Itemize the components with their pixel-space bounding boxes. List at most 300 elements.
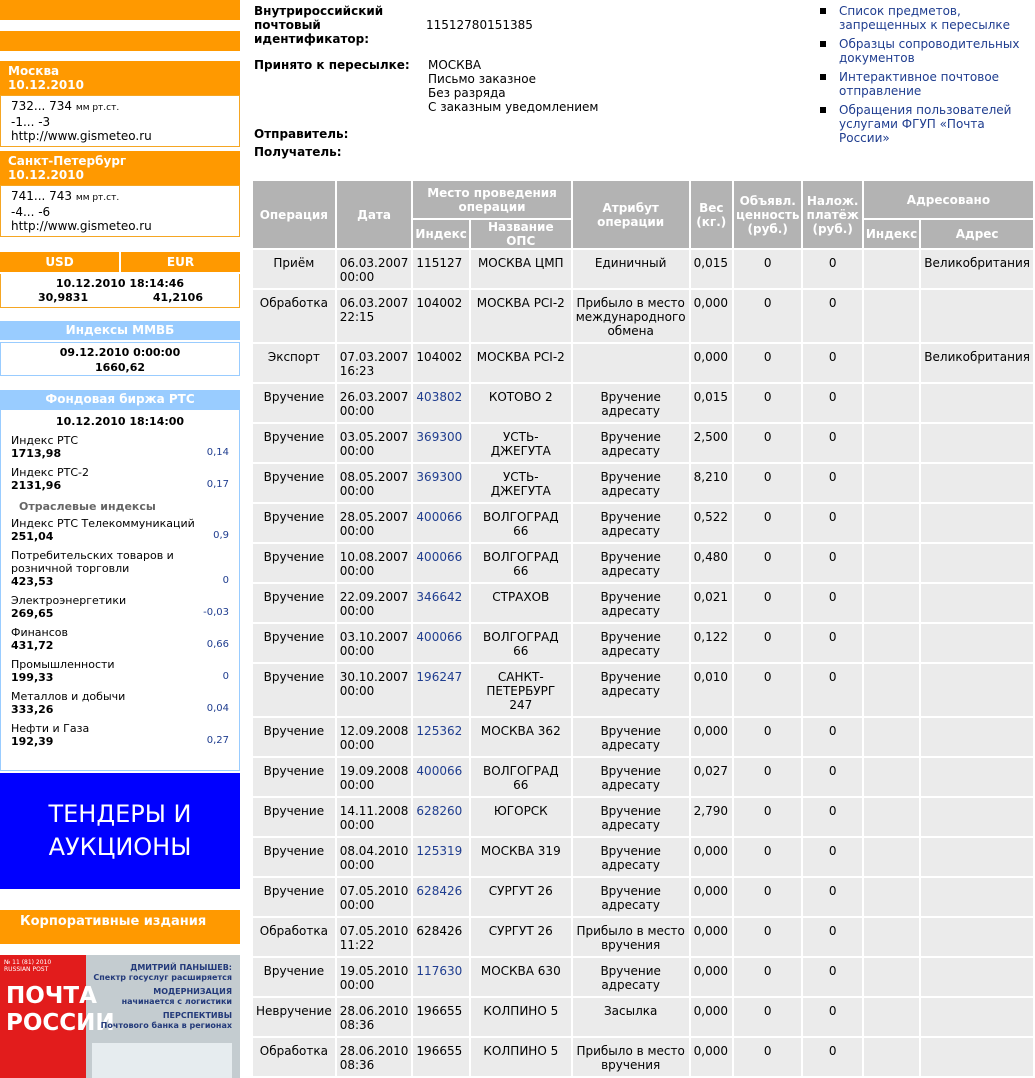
cell-declared-value: 0 <box>734 958 802 996</box>
cell-date-time: 00:00 <box>339 818 375 832</box>
rts-index-value: 199,33 <box>11 671 54 684</box>
cell-date-day: 14.11.2008 <box>339 804 409 818</box>
cell-index[interactable] <box>413 838 468 876</box>
accepted-line: С заказным уведомлением <box>428 100 599 114</box>
cell-weight: 0,000 <box>691 718 732 756</box>
cell-weight: 0,000 <box>691 838 732 876</box>
cell-declared-value: 0 <box>734 798 802 836</box>
cell-cod: 0 <box>803 798 861 836</box>
cell-index[interactable] <box>413 384 468 422</box>
cell-attribute: Вручение адресату <box>573 838 689 876</box>
cell-operation: Вручение <box>253 424 335 462</box>
magazine-brand-line1: ПОЧТА <box>6 983 97 1009</box>
cell-index[interactable] <box>413 758 468 796</box>
rts-index-value: 192,39 <box>11 735 54 748</box>
cell-address <box>921 718 1033 756</box>
cell-date <box>337 544 412 582</box>
accepted-label: Принято к пересылке: <box>254 58 410 72</box>
cell-weight: 0,000 <box>691 878 732 916</box>
link-text[interactable]: Образцы сопроводительных документов <box>839 37 1020 65</box>
rts-index-change: 0 <box>222 671 229 682</box>
cell-attribute: Вручение адресату <box>573 798 689 836</box>
cell-date <box>337 958 412 996</box>
magazine-headline: Почтового банка в регионах <box>100 1021 232 1030</box>
recipient-label: Получатель: <box>254 145 342 159</box>
cell-cod: 0 <box>803 464 861 502</box>
cell-ops-name: МОСКВА PCI-2 <box>471 290 571 342</box>
index-link[interactable]: 628260 <box>416 804 463 818</box>
table-row <box>253 290 1033 342</box>
rts-index-change: 0,14 <box>206 447 229 458</box>
cell-date <box>337 758 412 796</box>
cell-weight: 0,021 <box>691 584 732 622</box>
cell-attribute: Вручение адресату <box>573 504 689 542</box>
index-link[interactable]: 400066 <box>416 630 463 644</box>
cell-cod: 0 <box>803 918 861 956</box>
cell-addr-index <box>864 544 919 582</box>
table-row <box>253 878 1033 916</box>
cell-index[interactable] <box>413 424 468 462</box>
weather-link[interactable]: http://www.gismeteo.ru <box>11 129 152 143</box>
magazine-brand-small: RUSSIAN POST <box>4 966 49 973</box>
cell-weight: 0,000 <box>691 918 732 956</box>
cell-index[interactable] <box>413 958 468 996</box>
cell-weight: 2,500 <box>691 424 732 462</box>
rts-sector-title: Отраслевые индексы <box>19 500 156 513</box>
cell-attribute: Единичный <box>573 250 689 288</box>
cell-index[interactable] <box>413 464 468 502</box>
header-weight: Вес (кг.) <box>691 181 732 248</box>
cell-index[interactable] <box>413 878 468 916</box>
cell-addr-index <box>864 878 919 916</box>
cell-attribute: Прибыло в место международного обмена <box>573 290 689 342</box>
cell-ops-name: СУРГУТ 26 <box>471 878 571 916</box>
index-link[interactable]: 628426 <box>416 884 463 898</box>
rts-index-name: Металлов и добычи <box>11 690 126 703</box>
cell-operation: Вручение <box>253 878 335 916</box>
eur-value: 41,2106 <box>152 291 203 304</box>
cell-declared-value: 0 <box>734 290 802 342</box>
cell-date <box>337 344 412 382</box>
rts-index-change: 0,04 <box>206 703 229 714</box>
cell-index[interactable] <box>413 504 468 542</box>
header-cod: Налож. платёж (руб.) <box>803 181 861 248</box>
micex-datetime: 09.12.2010 0:00:00 <box>59 346 181 359</box>
tracking-rows <box>253 250 1033 1076</box>
cell-date-day: 28.05.2007 <box>339 510 409 524</box>
cell-date-time: 22:15 <box>339 310 375 324</box>
tenders-banner[interactable] <box>0 773 240 889</box>
cell-operation: Вручение <box>253 464 335 502</box>
cell-operation: Обработка <box>253 290 335 342</box>
cell-cod: 0 <box>803 544 861 582</box>
rts-index-row <box>1 593 239 621</box>
cell-date <box>337 584 412 622</box>
table-row <box>253 758 1033 796</box>
table-row <box>253 998 1033 1036</box>
cell-ops-name: УСТЬ-ДЖЕГУТА <box>471 464 571 502</box>
cell-attribute: Вручение адресату <box>573 624 689 662</box>
rts-index-change: 0,66 <box>206 639 229 650</box>
link-user-appeals[interactable] <box>818 103 1033 145</box>
id-label-line1: Внутрироссийский <box>254 4 384 18</box>
cell-declared-value: 0 <box>734 758 802 796</box>
cell-date <box>337 290 412 342</box>
table-row <box>253 424 1033 462</box>
cell-weight: 0,522 <box>691 504 732 542</box>
cell-date-day: 30.10.2007 <box>339 670 409 684</box>
cell-date-time: 00:00 <box>339 898 375 912</box>
cell-cod: 0 <box>803 384 861 422</box>
index-link[interactable]: 369300 <box>416 470 463 484</box>
rts-index-name: Индекс РТС Телекоммуникаций <box>11 517 195 530</box>
cell-attribute: Вручение адресату <box>573 584 689 622</box>
cell-declared-value: 0 <box>734 384 802 422</box>
cell-cod: 0 <box>803 504 861 542</box>
header-operation: Операция <box>253 181 335 248</box>
cell-attribute: Вручение адресату <box>573 544 689 582</box>
cell-date-day: 26.03.2007 <box>339 390 409 404</box>
cell-addr-index <box>864 464 919 502</box>
cell-declared-value: 0 <box>734 544 802 582</box>
cell-index[interactable] <box>413 798 468 836</box>
index-link[interactable]: 403802 <box>416 390 463 404</box>
cell-addr-index <box>864 344 919 382</box>
weather-date: 10.12.2010 <box>8 168 84 182</box>
weather-city: Санкт-Петербург <box>8 154 127 168</box>
link-text[interactable]: Список предметов, запрещенных к пересылке <box>839 4 1011 32</box>
cell-ops-name: ВОЛГОГРАД 66 <box>471 624 571 662</box>
weather-pressure: 732... 734 <box>11 99 73 113</box>
cell-date-day: 22.09.2007 <box>339 590 409 604</box>
cell-date-time: 00:00 <box>339 978 375 992</box>
cell-index: 628426 <box>413 918 468 956</box>
cell-declared-value: 0 <box>734 838 802 876</box>
cell-address <box>921 918 1033 956</box>
cell-date-time: 00:00 <box>339 404 375 418</box>
cell-date-time: 00:00 <box>339 270 375 284</box>
cell-weight: 2,790 <box>691 798 732 836</box>
cell-weight: 0,000 <box>691 1038 732 1076</box>
cell-date-day: 08.05.2007 <box>339 470 409 484</box>
cell-address <box>921 424 1033 462</box>
cell-addr-index <box>864 718 919 756</box>
cell-ops-name: СУРГУТ 26 <box>471 918 571 956</box>
cell-date-time: 00:00 <box>339 644 375 658</box>
rts-index-value: 1713,98 <box>11 447 62 460</box>
link-document-samples[interactable] <box>818 37 1033 65</box>
rts-sector-list <box>1 516 239 749</box>
index-link[interactable]: 346642 <box>416 590 463 604</box>
cell-date-day: 06.03.2007 <box>339 256 409 270</box>
link-prohibited-items[interactable] <box>818 4 1033 32</box>
sidebar-top-bar <box>0 0 240 20</box>
cell-address <box>921 664 1033 716</box>
cell-date-time: 00:00 <box>339 738 375 752</box>
magazine-headline: начинается с логистики <box>121 997 232 1006</box>
cell-ops-name: ВОЛГОГРАД 66 <box>471 544 571 582</box>
cell-cod: 0 <box>803 1038 861 1076</box>
cell-operation: Обработка <box>253 1038 335 1076</box>
cell-declared-value: 0 <box>734 1038 802 1076</box>
rts-index-name: Нефти и Газа <box>11 722 90 735</box>
header-index: Индекс <box>413 220 468 248</box>
rts-index-name: Потребительских товаров и розничной торговли <box>11 549 174 575</box>
cell-date <box>337 918 412 956</box>
cell-ops-name: СТРАХОВ <box>471 584 571 622</box>
cell-index[interactable] <box>413 664 468 716</box>
cell-date-time: 00:00 <box>339 444 375 458</box>
cell-operation: Вручение <box>253 664 335 716</box>
cell-addr-index <box>864 1038 919 1076</box>
cell-ops-name: КОЛПИНО 5 <box>471 998 571 1036</box>
header-place: Место проведения операции <box>413 181 570 218</box>
rts-index-change: 0,27 <box>206 735 229 746</box>
index-link[interactable]: 117630 <box>416 964 463 978</box>
cell-addr-index <box>864 290 919 342</box>
cell-ops-name: САНКТ-ПЕТЕРБУРГ 247 <box>471 664 571 716</box>
cell-index[interactable] <box>413 544 468 582</box>
cell-operation: Вручение <box>253 798 335 836</box>
cell-index: 115127 <box>413 250 468 288</box>
cell-date-day: 28.06.2010 <box>339 1004 409 1018</box>
table-row <box>253 464 1033 502</box>
cell-address <box>921 290 1033 342</box>
cell-ops-name: ЮГОРСК <box>471 798 571 836</box>
index-link[interactable]: 400066 <box>416 764 463 778</box>
index-link[interactable]: 369300 <box>416 430 463 444</box>
cell-address <box>921 798 1033 836</box>
cell-addr-index <box>864 584 919 622</box>
cell-attribute: Прибыло в место вручения <box>573 918 689 956</box>
cell-ops-name: МОСКВА ЦМП <box>471 250 571 288</box>
cell-operation: Вручение <box>253 958 335 996</box>
magazine-cover[interactable] <box>0 955 240 1078</box>
cell-date-day: 12.09.2008 <box>339 724 409 738</box>
rts-index-row <box>1 721 239 749</box>
micex-title: Индексы ММВБ <box>0 321 240 340</box>
cell-cod: 0 <box>803 624 861 662</box>
usd-value: 30,9831 <box>38 291 89 304</box>
cell-date <box>337 384 412 422</box>
rts-index-name: Электроэнергетики <box>11 594 127 607</box>
cell-date <box>337 464 412 502</box>
cell-address <box>921 958 1033 996</box>
table-row <box>253 250 1033 288</box>
rts-index-row <box>1 689 239 717</box>
header-addr-index: Индекс <box>864 220 919 248</box>
cell-date-day: 07.05.2010 <box>339 924 409 938</box>
cell-date-day: 19.09.2008 <box>339 764 409 778</box>
rts-index-row <box>1 625 239 653</box>
parcel-info <box>254 4 814 159</box>
cell-ops-name: ВОЛГОГРАД 66 <box>471 504 571 542</box>
cell-attribute: Вручение адресату <box>573 958 689 996</box>
weather-spb <box>0 151 240 237</box>
weather-moscow <box>0 61 240 147</box>
currency-widget <box>0 252 240 308</box>
weather-temp: -4... -6 <box>11 205 51 219</box>
link-interactive-mail[interactable] <box>818 70 1033 98</box>
rts-index-change: 0,17 <box>206 479 229 490</box>
rts-index-change: 0,9 <box>213 530 229 541</box>
cell-ops-name: ВОЛГОГРАД 66 <box>471 758 571 796</box>
cell-address: Великобритания <box>921 250 1033 288</box>
cell-operation: Вручение <box>253 584 335 622</box>
cell-addr-index <box>864 758 919 796</box>
cell-date-time: 00:00 <box>339 524 375 538</box>
cell-weight: 0,027 <box>691 758 732 796</box>
header-ops-name: Название ОПС <box>471 220 571 248</box>
cell-ops-name: УСТЬ-ДЖЕГУТА <box>471 424 571 462</box>
rts-index-value: 2131,96 <box>11 479 62 492</box>
magazine-headline: Спектр госуслуг расширяется <box>93 973 232 982</box>
magazine-issue: № 11 (81) 2010 <box>4 959 52 966</box>
cell-weight: 0,015 <box>691 250 732 288</box>
rts-index-value: 423,53 <box>11 575 54 588</box>
magazine-headline: МОДЕРНИЗАЦИЯ <box>153 987 232 996</box>
tenders-line2: АУКЦИОНЫ <box>48 833 192 861</box>
cell-date <box>337 718 412 756</box>
weather-unit: мм рт.ст. <box>75 193 120 203</box>
cell-weight: 0,000 <box>691 998 732 1036</box>
cell-index[interactable] <box>413 584 468 622</box>
cell-operation: Экспорт <box>253 344 335 382</box>
cell-addr-index <box>864 424 919 462</box>
link-text[interactable]: Интерактивное почтовое отправление <box>839 70 1000 98</box>
index-link[interactable]: 400066 <box>416 510 463 524</box>
cell-declared-value: 0 <box>734 918 802 956</box>
cell-ops-name: КОТОВО 2 <box>471 384 571 422</box>
eur-label: EUR <box>121 252 240 272</box>
header-address: Адрес <box>921 220 1033 248</box>
cell-addr-index <box>864 384 919 422</box>
cell-date <box>337 1038 412 1076</box>
cell-date-time: 08:36 <box>339 1018 375 1032</box>
cell-address <box>921 624 1033 662</box>
cell-weight: 8,210 <box>691 464 732 502</box>
cell-addr-index <box>864 250 919 288</box>
cell-cod: 0 <box>803 838 861 876</box>
cell-address <box>921 384 1033 422</box>
cell-index: 196655 <box>413 1038 468 1076</box>
cell-date-day: 07.03.2007 <box>339 350 409 364</box>
cell-attribute: Вручение адресату <box>573 664 689 716</box>
rts-index-value: 333,26 <box>11 703 54 716</box>
weather-city: Москва <box>8 64 60 78</box>
table-row <box>253 344 1033 382</box>
cell-operation: Обработка <box>253 918 335 956</box>
index-link[interactable]: 125362 <box>416 724 463 738</box>
tracking-table <box>251 179 1035 1078</box>
cell-date <box>337 878 412 916</box>
cell-index: 196655 <box>413 998 468 1036</box>
table-row <box>253 544 1033 582</box>
cell-operation: Вручение <box>253 384 335 422</box>
cell-operation: Вручение <box>253 718 335 756</box>
rts-index-row <box>1 465 239 493</box>
cell-attribute: Вручение адресату <box>573 424 689 462</box>
cell-weight: 0,000 <box>691 344 732 382</box>
cell-index[interactable] <box>413 718 468 756</box>
cell-weight: 0,010 <box>691 664 732 716</box>
cell-declared-value: 0 <box>734 464 802 502</box>
cell-attribute: Прибыло в место вручения <box>573 1038 689 1076</box>
cell-addr-index <box>864 624 919 662</box>
cell-cod: 0 <box>803 424 861 462</box>
tracking-id: 11512780151385 <box>426 18 533 32</box>
micex-value: 1660,62 <box>94 361 146 374</box>
cell-date-time: 00:00 <box>339 604 375 618</box>
cell-date <box>337 798 412 836</box>
cell-operation: Вручение <box>253 758 335 796</box>
cell-date-time: 00:00 <box>339 484 375 498</box>
cell-attribute: Вручение адресату <box>573 718 689 756</box>
cell-addr-index <box>864 918 919 956</box>
table-row <box>253 838 1033 876</box>
cell-addr-index <box>864 998 919 1036</box>
magazine-headlines <box>92 963 232 1031</box>
cell-operation: Вручение <box>253 838 335 876</box>
table-row <box>253 958 1033 996</box>
corporate-title[interactable]: Корпоративные издания <box>0 910 240 944</box>
cell-weight: 0,000 <box>691 958 732 996</box>
index-link[interactable]: 400066 <box>416 550 463 564</box>
cell-cod: 0 <box>803 250 861 288</box>
rts-index-value: 431,72 <box>11 639 54 652</box>
cell-attribute: Вручение адресату <box>573 464 689 502</box>
cell-index[interactable] <box>413 624 468 662</box>
link-text[interactable]: Обращения пользователей услугами ФГУП «Почта России» <box>839 103 1012 145</box>
cell-operation: Невручение <box>253 998 335 1036</box>
cell-address <box>921 758 1033 796</box>
cell-date <box>337 504 412 542</box>
table-row <box>253 624 1033 662</box>
cell-date-day: 10.08.2007 <box>339 550 409 564</box>
cell-date-time: 00:00 <box>339 564 375 578</box>
magazine-photo <box>92 1043 232 1078</box>
rts-index-row <box>1 548 239 589</box>
cell-operation: Приём <box>253 250 335 288</box>
cell-declared-value: 0 <box>734 624 802 662</box>
cell-address <box>921 878 1033 916</box>
magazine-headline: ДМИТРИЙ ПАНЫШЕВ: <box>130 963 232 972</box>
accepted-line: МОСКВА <box>428 58 482 72</box>
cell-cod: 0 <box>803 664 861 716</box>
cell-date-time: 00:00 <box>339 858 375 872</box>
weather-link[interactable]: http://www.gismeteo.ru <box>11 219 152 233</box>
cell-ops-name: МОСКВА 319 <box>471 838 571 876</box>
rts-index-change: -0,03 <box>203 607 229 618</box>
cell-declared-value: 0 <box>734 424 802 462</box>
cell-address <box>921 464 1033 502</box>
index-link[interactable]: 125319 <box>416 844 463 858</box>
cell-ops-name: КОЛПИНО 5 <box>471 1038 571 1076</box>
cell-ops-name: МОСКВА 362 <box>471 718 571 756</box>
cell-declared-value: 0 <box>734 998 802 1036</box>
index-link[interactable]: 196247 <box>416 670 463 684</box>
rts-index-name: Промышленности <box>11 658 115 671</box>
useful-links <box>818 4 1033 150</box>
weather-temp: -1... -3 <box>11 115 51 129</box>
usd-label: USD <box>0 252 119 272</box>
cell-addr-index <box>864 504 919 542</box>
cell-declared-value: 0 <box>734 250 802 288</box>
table-row <box>253 1038 1033 1076</box>
rts-index-row <box>1 657 239 685</box>
cell-addr-index <box>864 798 919 836</box>
accepted-line: Без разряда <box>428 86 506 100</box>
